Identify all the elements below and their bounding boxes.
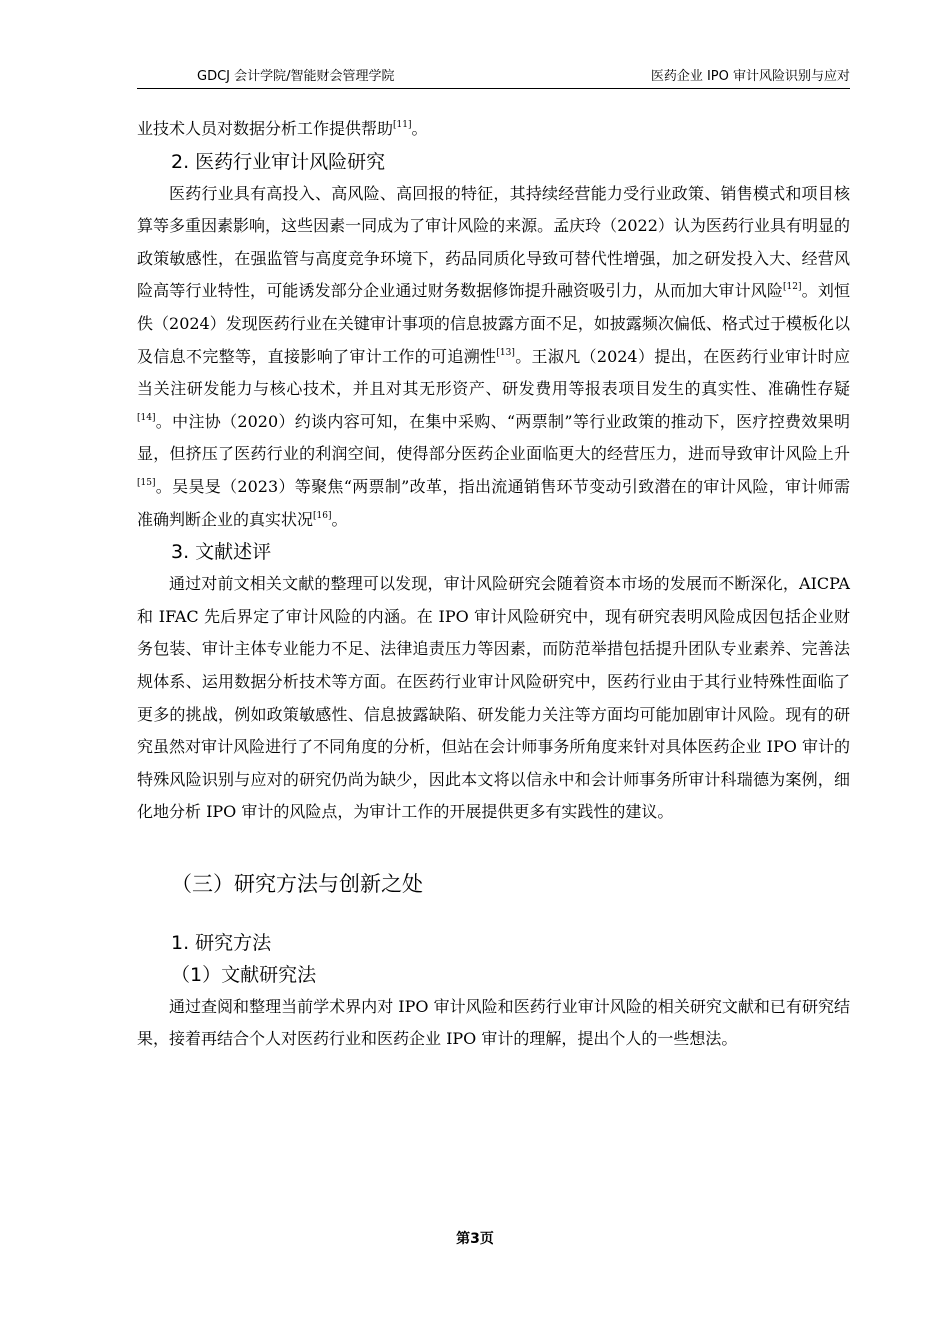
citation-ref: [12] — [783, 282, 802, 293]
header-thesis-title: 医药企业 IPO 审计风险识别与应对 — [650, 69, 850, 84]
heading-research-methods-innovation: （三）研究方法与创新之处 — [171, 871, 423, 896]
citation-ref: [11] — [393, 120, 412, 130]
heading-research-methods: 1. 研究方法 — [171, 931, 272, 954]
heading-industry-audit-risk: 2. 医药行业审计风险研究 — [171, 150, 386, 173]
paragraph-literature-method: 通过查阅和整理当前学术界内对 IPO 审计风险和医药行业审计风险的相关研究文献和已有研究结果，接着再结合个人对医药行业和医药企业 IPO 审计的理解，提出个人的一些想法。 — [137, 996, 850, 1049]
citation-ref: [15] — [137, 477, 156, 488]
heading-literature-review: 3. 文献述评 — [171, 541, 272, 564]
citation-ref: [14] — [137, 412, 156, 423]
heading-literature-method: （1）文献研究法 — [171, 963, 317, 986]
paragraph-industry-risk: 医药行业具有高投入、高风险、高回报的特征，其持续经营能力受行业政策、销售模式和项目核算等多重因素影响，这些因素一同成为了审计风险的来源。孟庆玲（2022）认为医药行业具有明显的政策敏感性，在强监管与高度竞争环境下，药品同质化导致可替代性增强，加之研发投入大、经营风险高等行业特性，可能诱发部分企业通过财务数据修饰提升融资吸引力，从而加大审计风险[12]。刘恒佚（2024）发现医药行业在关键审计事项的信息披露方面不足，如披露频次偏低、格式过于模板化以及信息不完整等，直接影响了审计工作的可追溯性[13]。王淑凡（2024）提出，在医药行业审计时应当关注研发能力与核心技术，并且对其无形资产、研发费用等报表项目发生的真实性、准确性存疑[14]。中注协（2020）约谈内容可知，在集中采购、“两票制”等行业政策的推动下，医疗控费效果明显，但挤压了医药行业的利润空间，使得部分医药企业面临更大的经营压力，进而导致审计风险上升[15]。吴昊旻（2023）等聚焦“两票制”改革，指出流通销售环节变动引致潜在的审计风险，审计师需准确判断企业的真实状况[16]。 — [137, 183, 850, 529]
page-header — [137, 66, 850, 89]
header-institution: GDCJ 会计学院/智能财会管理学院 — [197, 69, 395, 84]
citation-ref: [16] — [313, 510, 332, 521]
page-body — [137, 113, 850, 1056]
page-number: 第3页 — [456, 1231, 494, 1247]
paragraph-literature-review: 通过对前文相关文献的整理可以发现，审计风险研究会随着资本市场的发展而不断深化，AICPA 和 IFAC 先后界定了审计风险的内涵。在 IPO 审计风险研究中，现有研究表明风险成因包括企业财务包装、审计主体专业能力不足、法律追责压力等因素，而防范举措包括提升团队专业素养、完善法规体系、运用数据分析技术等方面。在医药行业审计风险研究中，医药行业由于其行业特殊性面临了更多的挑战，例如政策敏感性、信息披露缺陷、研发能力关注等方面均可能加剧审计风险。现有的研究虽然对审计风险进行了不同角度的分析，但站在会计师事务所角度来针对具体医药企业 IPO 审计的特殊风险识别与应对的研究仍尚为缺少，因此本文将以信永中和会计师事务所审计科瑞德为案例，细化地分析 IPO 审计的风险点，为审计工作的开展提供更多有实践性的建议。 — [137, 574, 850, 822]
paragraph-continued: 业技术人员对数据分析工作提供帮助[11]。 — [137, 119, 428, 138]
citation-ref: [13] — [496, 347, 515, 358]
